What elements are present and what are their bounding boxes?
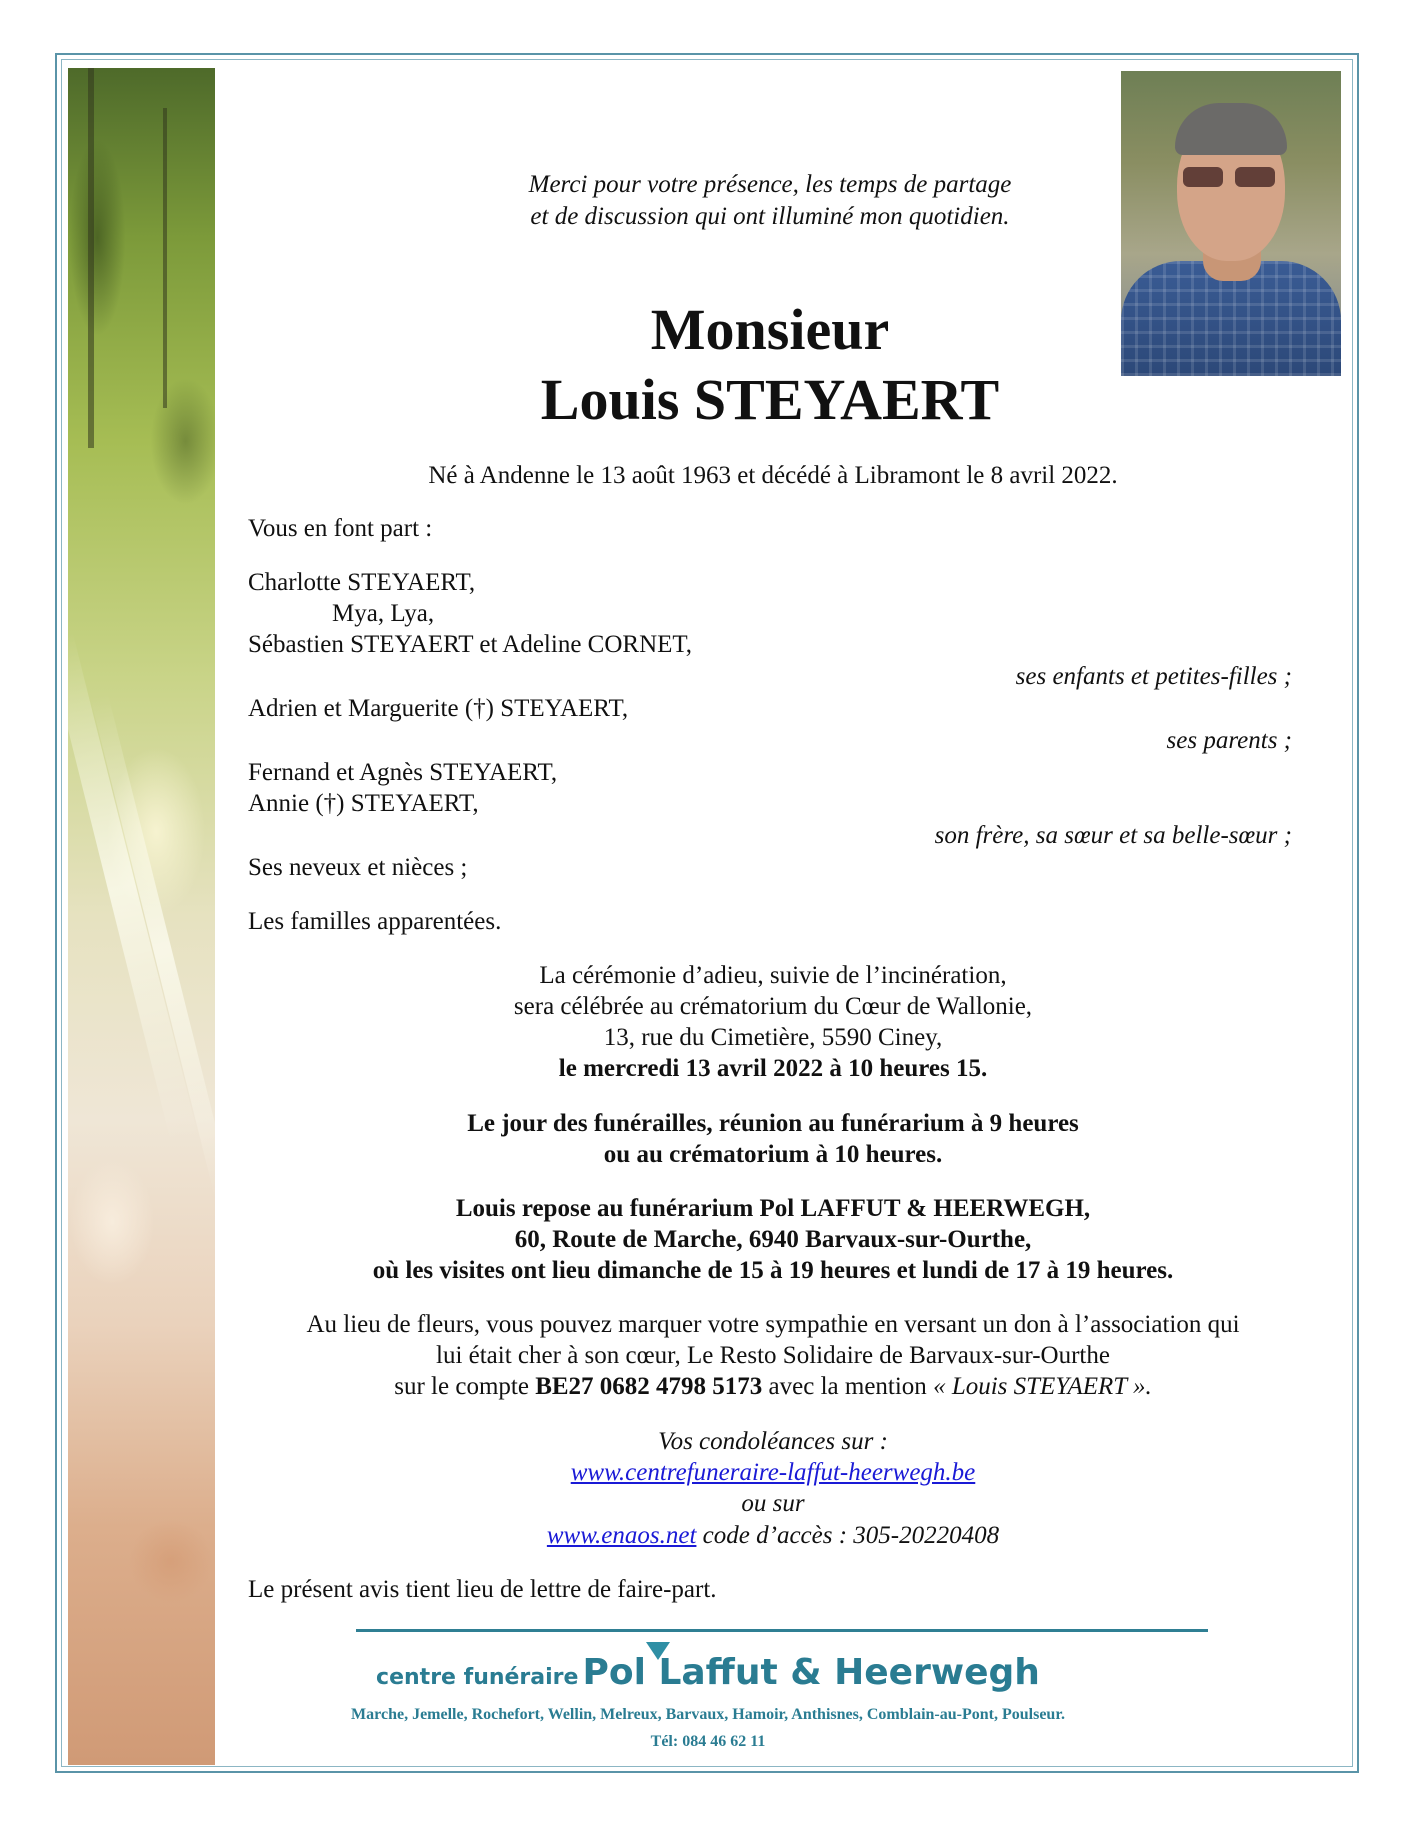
condolences-link-2[interactable]: www.enaos.net [546,1522,697,1549]
quote-line-1: Merci pour votre présence, les temps de partage [528,171,1012,198]
condolences-site-1-row [248,1457,1298,1489]
donation-account: BE27 0682 4798 5173 [535,1373,763,1400]
ceremony-line-3: 13, rue du Cimetière, 5590 Ciney, [603,1024,943,1051]
logo-big-text: Pol Laffut & Heerwegh [582,1652,1040,1693]
rest-line-3: où les visites ont lieu dimanche de 15 à 19 heures et lundi de 17 à 19 heures. [372,1257,1174,1284]
portrait-photo [1121,71,1341,376]
footer-divider [356,1629,1208,1632]
forest-path-image [68,68,215,1765]
family-children-2: Sébastien STEYAERT et Adeline CORNET, [248,631,693,658]
notice-text: Le présent avis tient lieu de lettre de faire-part. [248,1576,717,1603]
condolences-link-1[interactable]: www.centrefuneraire-laffut-heerwegh.be [570,1459,976,1486]
meeting-line-1: Le jour des funérailles, réunion au funérarium à 9 heures [467,1110,1079,1137]
family-grandchildren: Mya, Lya, [332,600,435,627]
birth-death-line: Né à Andenne le 13 août 1963 et décédé à Libramont le 8 avril 2022. [428,462,1118,489]
family-parents: Adrien et Marguerite (†) STEYAERT, [248,695,629,722]
quote-line-2: et de discussion qui ont illuminé mon quotidien. [530,203,1010,230]
meeting-line-2: ou au crématorium à 10 heures. [603,1141,943,1168]
family-siblings-1: Fernand et Agnès STEYAERT, [248,759,558,786]
donation-mid: avec la mention [762,1373,934,1400]
family-siblings-2: Annie (†) STEYAERT, [248,790,479,817]
deceased-name: Louis STEYAERT [540,367,1000,432]
announce-label: Vous en font part : [248,515,433,542]
honorific-title: Monsieur [650,297,890,362]
family-siblings-role: son frère, sa sœur et sa belle-sœur ; [934,822,1292,849]
donation-line-2: lui était cher à son cœur, Le Resto Solidaire de Barvaux-sur-Ourthe [436,1342,1110,1369]
family-nephews: Ses neveux et nièces ; [248,854,468,881]
family-children-role: ses enfants et petites-filles ; [1015,663,1292,690]
condolences-or: ou sur [741,1490,805,1517]
condolences-label: Vos condoléances sur : [658,1428,888,1455]
family-parents-role: ses parents ; [1166,727,1292,754]
donation-line-3 [248,1371,1298,1403]
family-children-1: Charlotte STEYAERT, [248,569,476,596]
donation-line-1: Au lieu de fleurs, vous pouvez marquer votre sympathie en versant un don à l’association qui [306,1311,1240,1338]
ceremony-line-1: La cérémonie d’adieu, suivie de l’incinération, [539,962,1007,989]
ceremony-line-2: sera célébrée au crématorium du Cœur de Wallonie, [513,993,1033,1020]
donation-mention: « Louis STEYAERT ». [933,1373,1152,1400]
logo-small-text: centre funéraire [376,1665,579,1690]
access-code: code d’accès : 305-20220408 [696,1522,1000,1549]
rest-line-1: Louis repose au funérarium Pol LAFFUT & HEERWEGH, [455,1195,1091,1222]
footer-locations: Marche, Jemelle, Rochefort, Wellin, Melreux, Barvaux, Hamoir, Anthisnes, Comblain-au-Pont, Poulseur. [351,1706,1065,1723]
footer-phone: Tél: 084 46 62 11 [650,1733,766,1750]
donation-pre: sur le compte [394,1373,536,1400]
ceremony-date: le mercredi 13 avril 2022 à 10 heures 15. [558,1055,988,1082]
condolences-site-2-row [248,1520,1298,1552]
family-relatives: Les familles apparentées. [248,908,502,935]
funeral-home-logo [0,1652,1416,1693]
rest-line-2: 60, Route de Marche, 6940 Barvaux-sur-Ourthe, [514,1226,1032,1253]
